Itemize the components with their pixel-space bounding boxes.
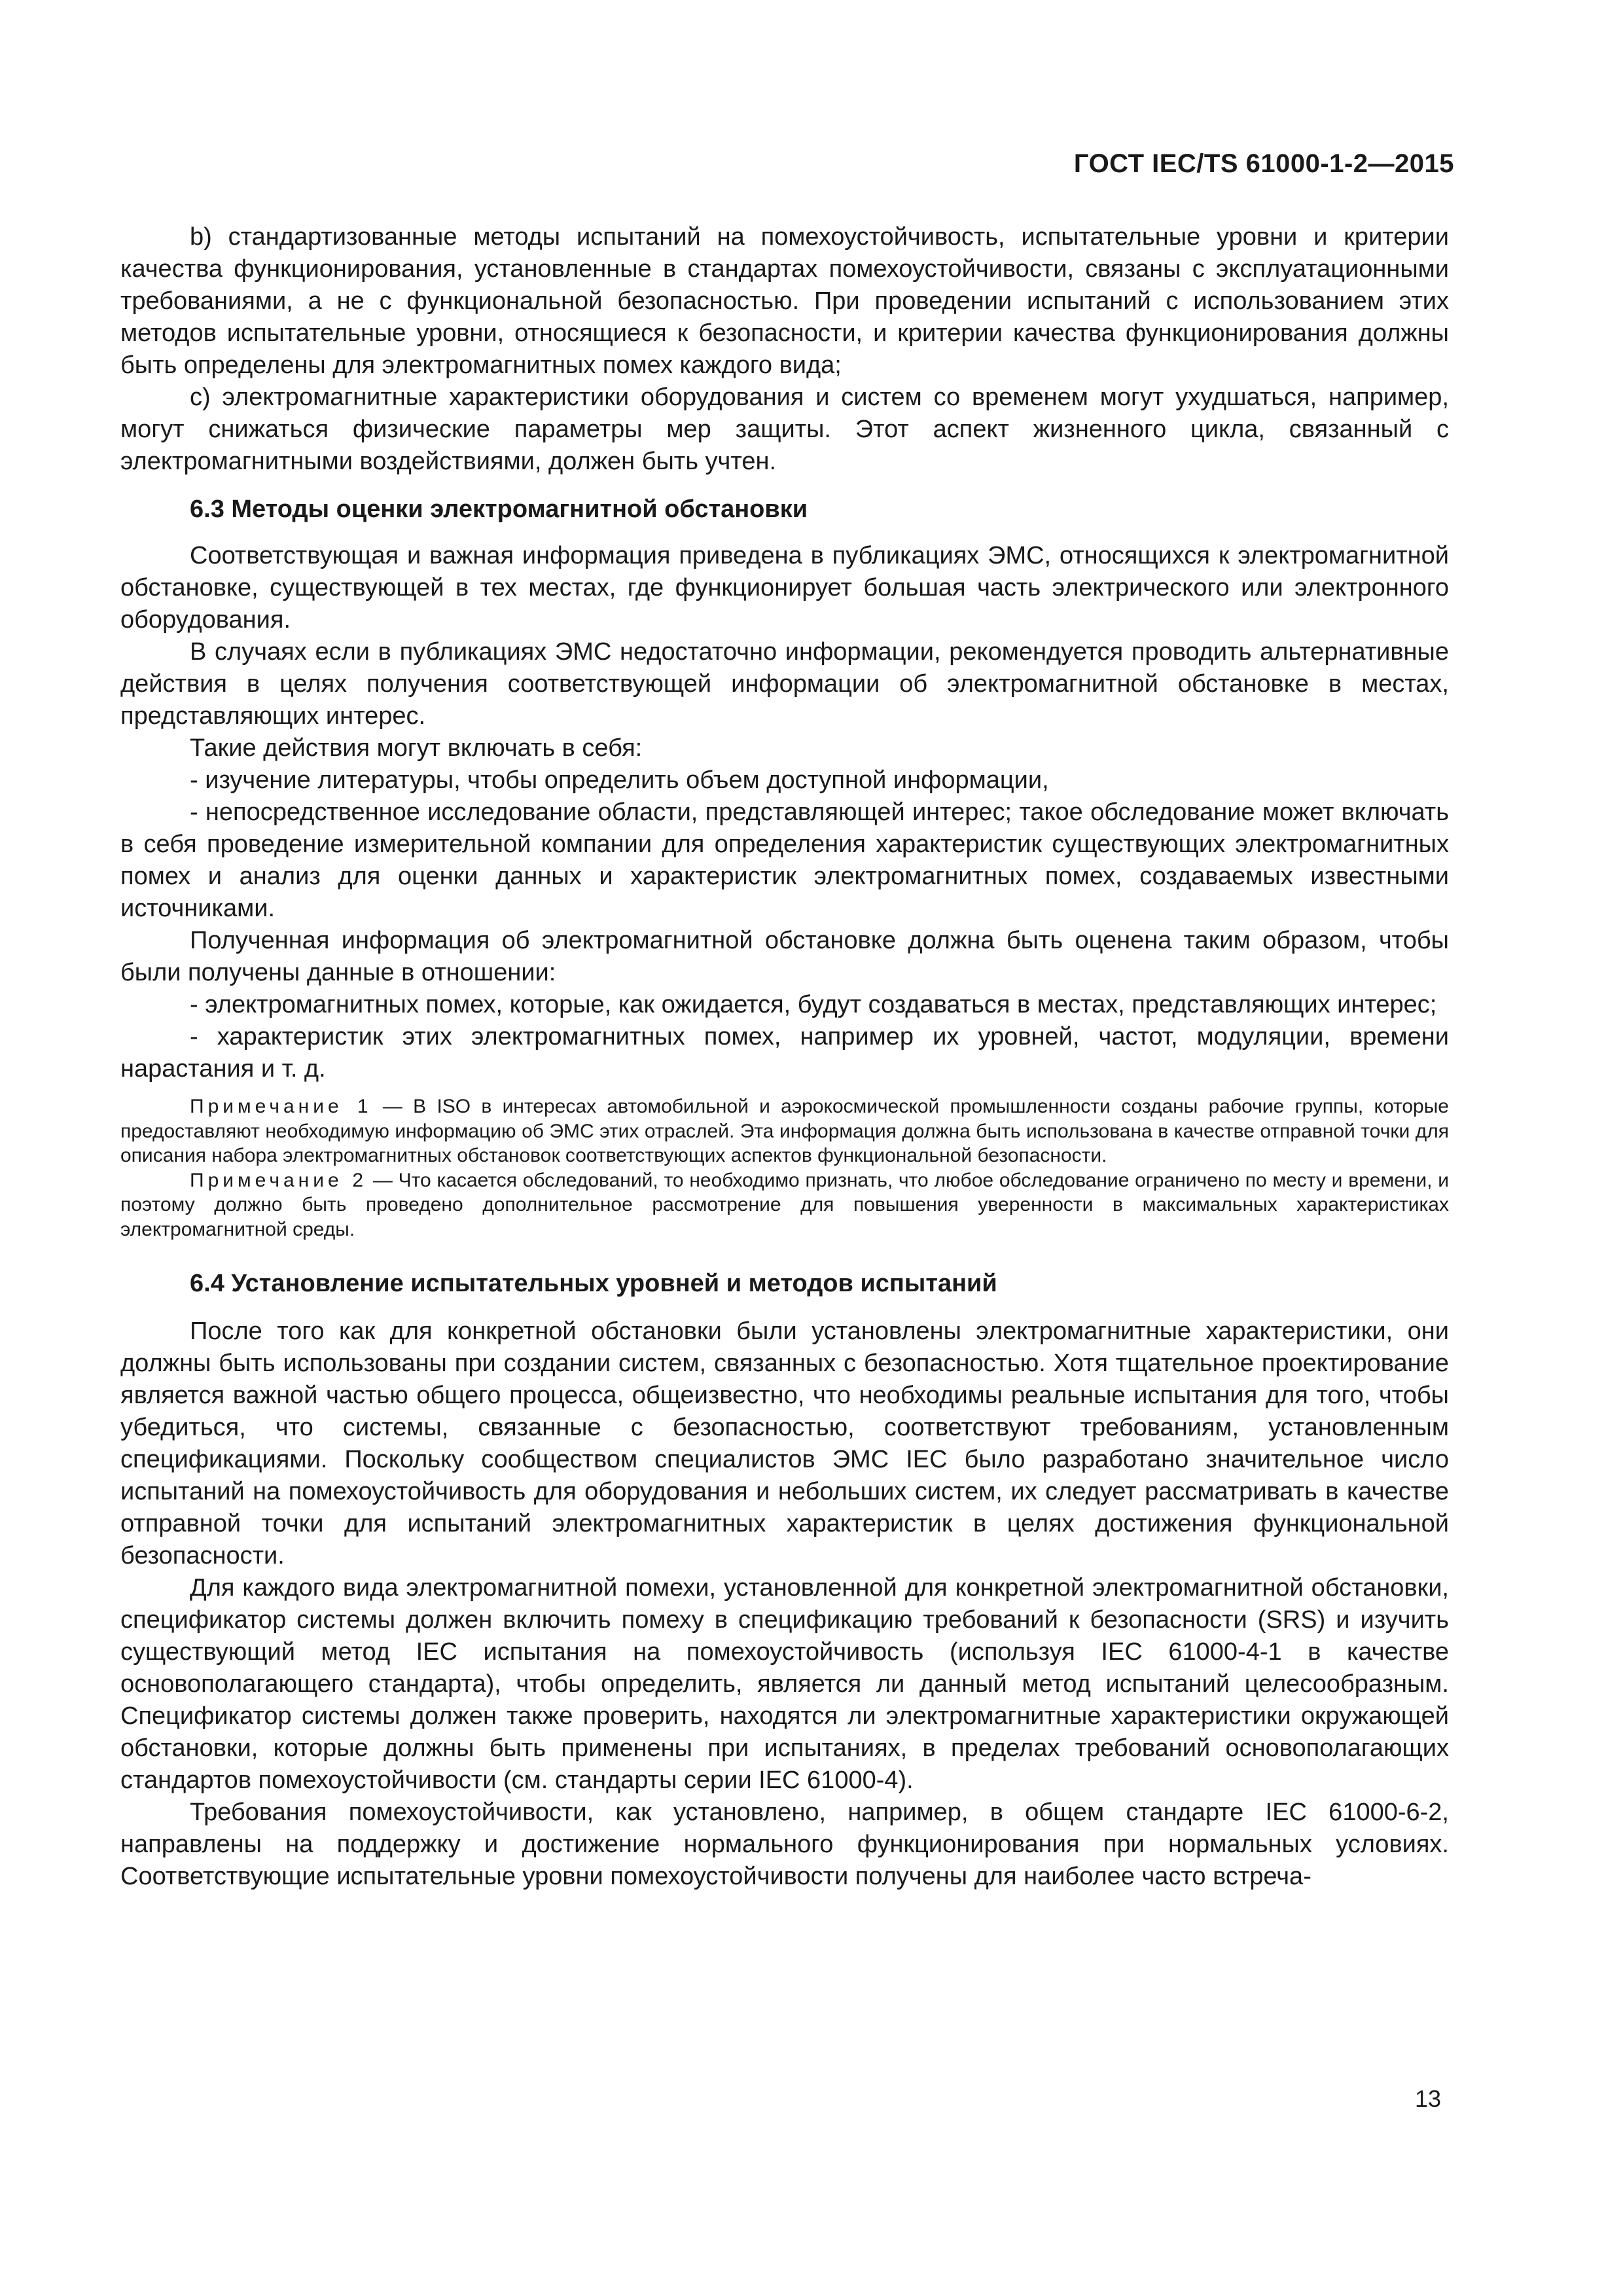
section-6-3-paragraph: Такие действия могут включать в себя: bbox=[190, 734, 643, 762]
section-6-3-list-item: - характеристик этих электромагнитных помех, например их уровней, частот, модуляции, времени нарастания и т. д. bbox=[120, 1023, 1449, 1083]
section-6-3-paragraph: Соответствующая и важная информация приведена в публикациях ЭМС, относящихся к электромагнитной обстановке, существующей в тех местах, где функционирует большая часть электрического или электронного оборудования. bbox=[120, 542, 1449, 634]
document-id-header: ГОСТ IEC/TS 61000-1-2—2015 bbox=[1073, 149, 1454, 178]
section-6-4-paragraph: Для каждого вида электромагнитной помехи, установленной для конкретной электромагнитной обстановки, спецификатор системы должен включить помеху в спецификацию требований к безопасности (SRS) и изучить существующий метод IEC испытания на помехоустойчивость (используя IEC 61000-4-1 в качестве основополагающего стандарта), чтобы определить, является ли данный метод испытаний целесообразным. Спецификатор системы должен также проверить, находятся ли электромагнитные характеристики окружающей обстановки, которые должны быть применены при испытаниях, в пределах требований основополагающих стандартов помехоустойчивости (см. стандарты серии IEC 61000-4). bbox=[120, 1574, 1449, 1794]
note-2-label: Примечание 2 bbox=[190, 1169, 368, 1191]
note-1-text: — В ISO в интересах автомобильной и аэрокосмической промышленности созданы рабочие группы, которые предоставляют необходимую информацию об ЭМС этих отраслей. Эта информация должна быть использована в качестве отправной точки для описания набора электромагнитных обстановок соответствующих аспектов функциональной безопасности. bbox=[120, 1096, 1449, 1166]
section-6-3-list-item: - непосредственное исследование области, представляющей интерес; такое обследование может включать в себя проведение измерительной компании для определения характеристик существующих электромагнитных помех и анализ для оценки данных и характеристик электромагнитных помех, создаваемых известными источниками. bbox=[120, 798, 1449, 922]
section-title-6-3: 6.3 Методы оценки электромагнитной обстановки bbox=[190, 495, 808, 523]
section-6-3-list-item: - изучение литературы, чтобы определить объем доступной информации, bbox=[190, 766, 1049, 794]
paragraph-c: c) электромагнитные характеристики оборудования и систем со временем могут ухудшаться, например, могут снижаться физические параметры мер защиты. Этот аспект жизненного цикла, связанный с электромагнитными воздействиями, должен быть учтен. bbox=[120, 384, 1449, 475]
section-6-4-paragraph: Требования помехоустойчивости, как установлено, например, в общем стандарте IEC 61000-6-2, направлены на поддержку и достижение нормального функционирования при нормальных условиях. Соответствующие испытательные уровни помехоустойчивости получены для наиболее часто встреча- bbox=[120, 1799, 1449, 1890]
note-1-label: Примечание 1 bbox=[190, 1096, 372, 1117]
section-6-3-paragraph: Полученная информация об электромагнитной обстановке должна быть оценена таким образом, чтобы были получены данные в отношении: bbox=[120, 927, 1449, 986]
note-2 bbox=[120, 1168, 1449, 1242]
note-1 bbox=[120, 1094, 1449, 1168]
section-6-4-paragraph: После того как для конкретной обстановки были установлены электромагнитные характеристики, они должны быть использованы при создании систем, связанных с безопасностью. Хотя тщательное проектирование является важной частью общего процесса, общеизвестно, что необходимы реальные испытания для того, чтобы убедиться, что системы, связанные с безопасностью, соответствуют требованиям, установленным спецификациями. Поскольку сообществом специалистов ЭМС IEC было разработано значительное число испытаний на помехоустойчивость для оборудования и небольших систем, их следует рассматривать в качестве отправной точки для испытаний электромагнитных характеристик в целях достижения функциональной безопасности. bbox=[120, 1318, 1449, 1570]
document-body bbox=[120, 221, 1449, 1893]
section-title-6-4: 6.4 Установление испытательных уровней и методов испытаний bbox=[190, 1270, 997, 1297]
paragraph-b: b) стандартизованные методы испытаний на помехоустойчивость, испытательные уровни и критерии качества функционирования, установленные в стандартах помехоустойчивости, связаны с эксплуатационными требованиями, а не с функциональной безопасностью. При проведении испытаний с использованием этих методов испытательные уровни, относящиеся к безопасности, и критерии качества функционирования должны быть определены для электромагнитных помех каждого вида; bbox=[120, 223, 1449, 379]
section-6-3-paragraph: В случаях если в публикациях ЭМС недостаточно информации, рекомендуется проводить альтернативные действия в целях получения соответствующей информации об электромагнитной обстановке в местах, представляющих интерес. bbox=[120, 638, 1449, 730]
note-2-text: — Что касается обследований, то необходимо признать, что любое обследование ограничено по месту и времени, и поэтому должно быть проведено дополнительное рассмотрение для повышения уверенности в максимальных характеристиках электромагнитной среды. bbox=[120, 1169, 1449, 1240]
page-number: 13 bbox=[1414, 2085, 1441, 2112]
section-6-3-list-item: - электромагнитных помех, которые, как ожидается, будут создаваться в местах, представляющих интерес; bbox=[190, 991, 1437, 1018]
